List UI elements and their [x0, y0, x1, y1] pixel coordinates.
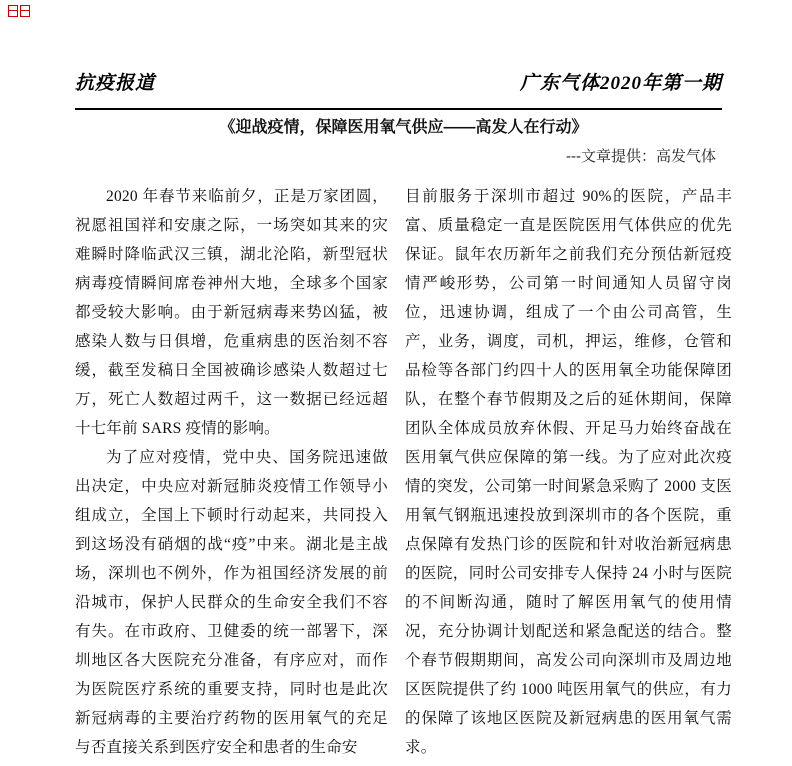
article-columns [75, 182, 732, 762]
paragraph: 目前服务于深圳市超过 90%的医院，产品丰富、质量稳定一直是医院医用气体供应的优先保证。鼠年农历新年之前我们充分预估新冠疫情严峻形势，公司第一时间通知人员留守岗位，迅速协调，组成了一个由公司高管，生产，业务，调度，司机，押运，维修，仓管和品检等各部门约四十人的医用氧全功能保障团队，在整个春节假期及之后的延休期间，保障团队全体成员放弃休假、开足马力始终奋战在医用氧气供应保障的第一线。为了应对此次疫情的突发，公司第一时间紧急采购了 2000 支医用氧气钢瓶迅速投放到深圳市的各个医院，重点保障有发热门诊的医院和针对收治新冠病患的医院，同时公司安排专人保持 24 小时与医院的不间断沟通，随时了解医用氧气的使用情况，充分协调计划配送和紧急配送的结合。整个春节假期期间，高发公司向深圳市及周边地区医院提供了约 1000 吨医用氧气的供应，有力的保障了该地区医院及新冠病患的医用氧气需求。 [405, 188, 732, 756]
running-header [75, 72, 722, 95]
paragraph: 为了应对疫情，党中央、国务院迅速做出决定，中央应对新冠肺炎疫情工作领导小组成立，全国上下顿时行动起来，共同投入到这场没有硝烟的战“疫”中来。湖北是主战场，深圳也不例外，作为祖国经济发展的前沿城市，保护人民群众的生命安全我们不容有失。在市政府、卫健委的统一部署下，深圳地区各大医院充分准备，有序应对，而作为医院医疗系统的重要支持，同时也是此次新冠病毒的主要治疗药物的医用氧气的充足与否直接关系到医疗安全和患者的生命安 [75, 449, 388, 756]
article-title: 《迎战疫情，保障医用氧气供应——高发人在行动》 [219, 119, 588, 136]
red-corner-mark-stroke [20, 5, 30, 17]
right-column [405, 182, 732, 762]
left-column [75, 182, 388, 762]
header-section-label: 抗疫报道 [75, 73, 156, 94]
article-byline: ---文章提供：高发气体 [566, 148, 716, 165]
red-corner-mark [8, 5, 30, 17]
header-issue-label: 广东气体2020年第一期 [519, 73, 722, 94]
paragraph: 2020 年春节来临前夕，正是万家团圆，祝愿祖国祥和安康之际，一场突如其来的灾难瞬时降临武汉三镇，湖北沦陷，新型冠状病毒疫情瞬间席卷神州大地，全球多个国家都受较大影响。由于新冠病毒来势凶猛，被感染人数与日俱增，危重病患的医治刻不容缓，截至发稿日全国被确诊感染人数超过七万，死亡人数超过两千，这一数据已经远超十七年前 SARS 疫情的影响。 [75, 188, 388, 437]
red-corner-mark-stroke [8, 5, 18, 17]
header-rule [75, 108, 722, 110]
